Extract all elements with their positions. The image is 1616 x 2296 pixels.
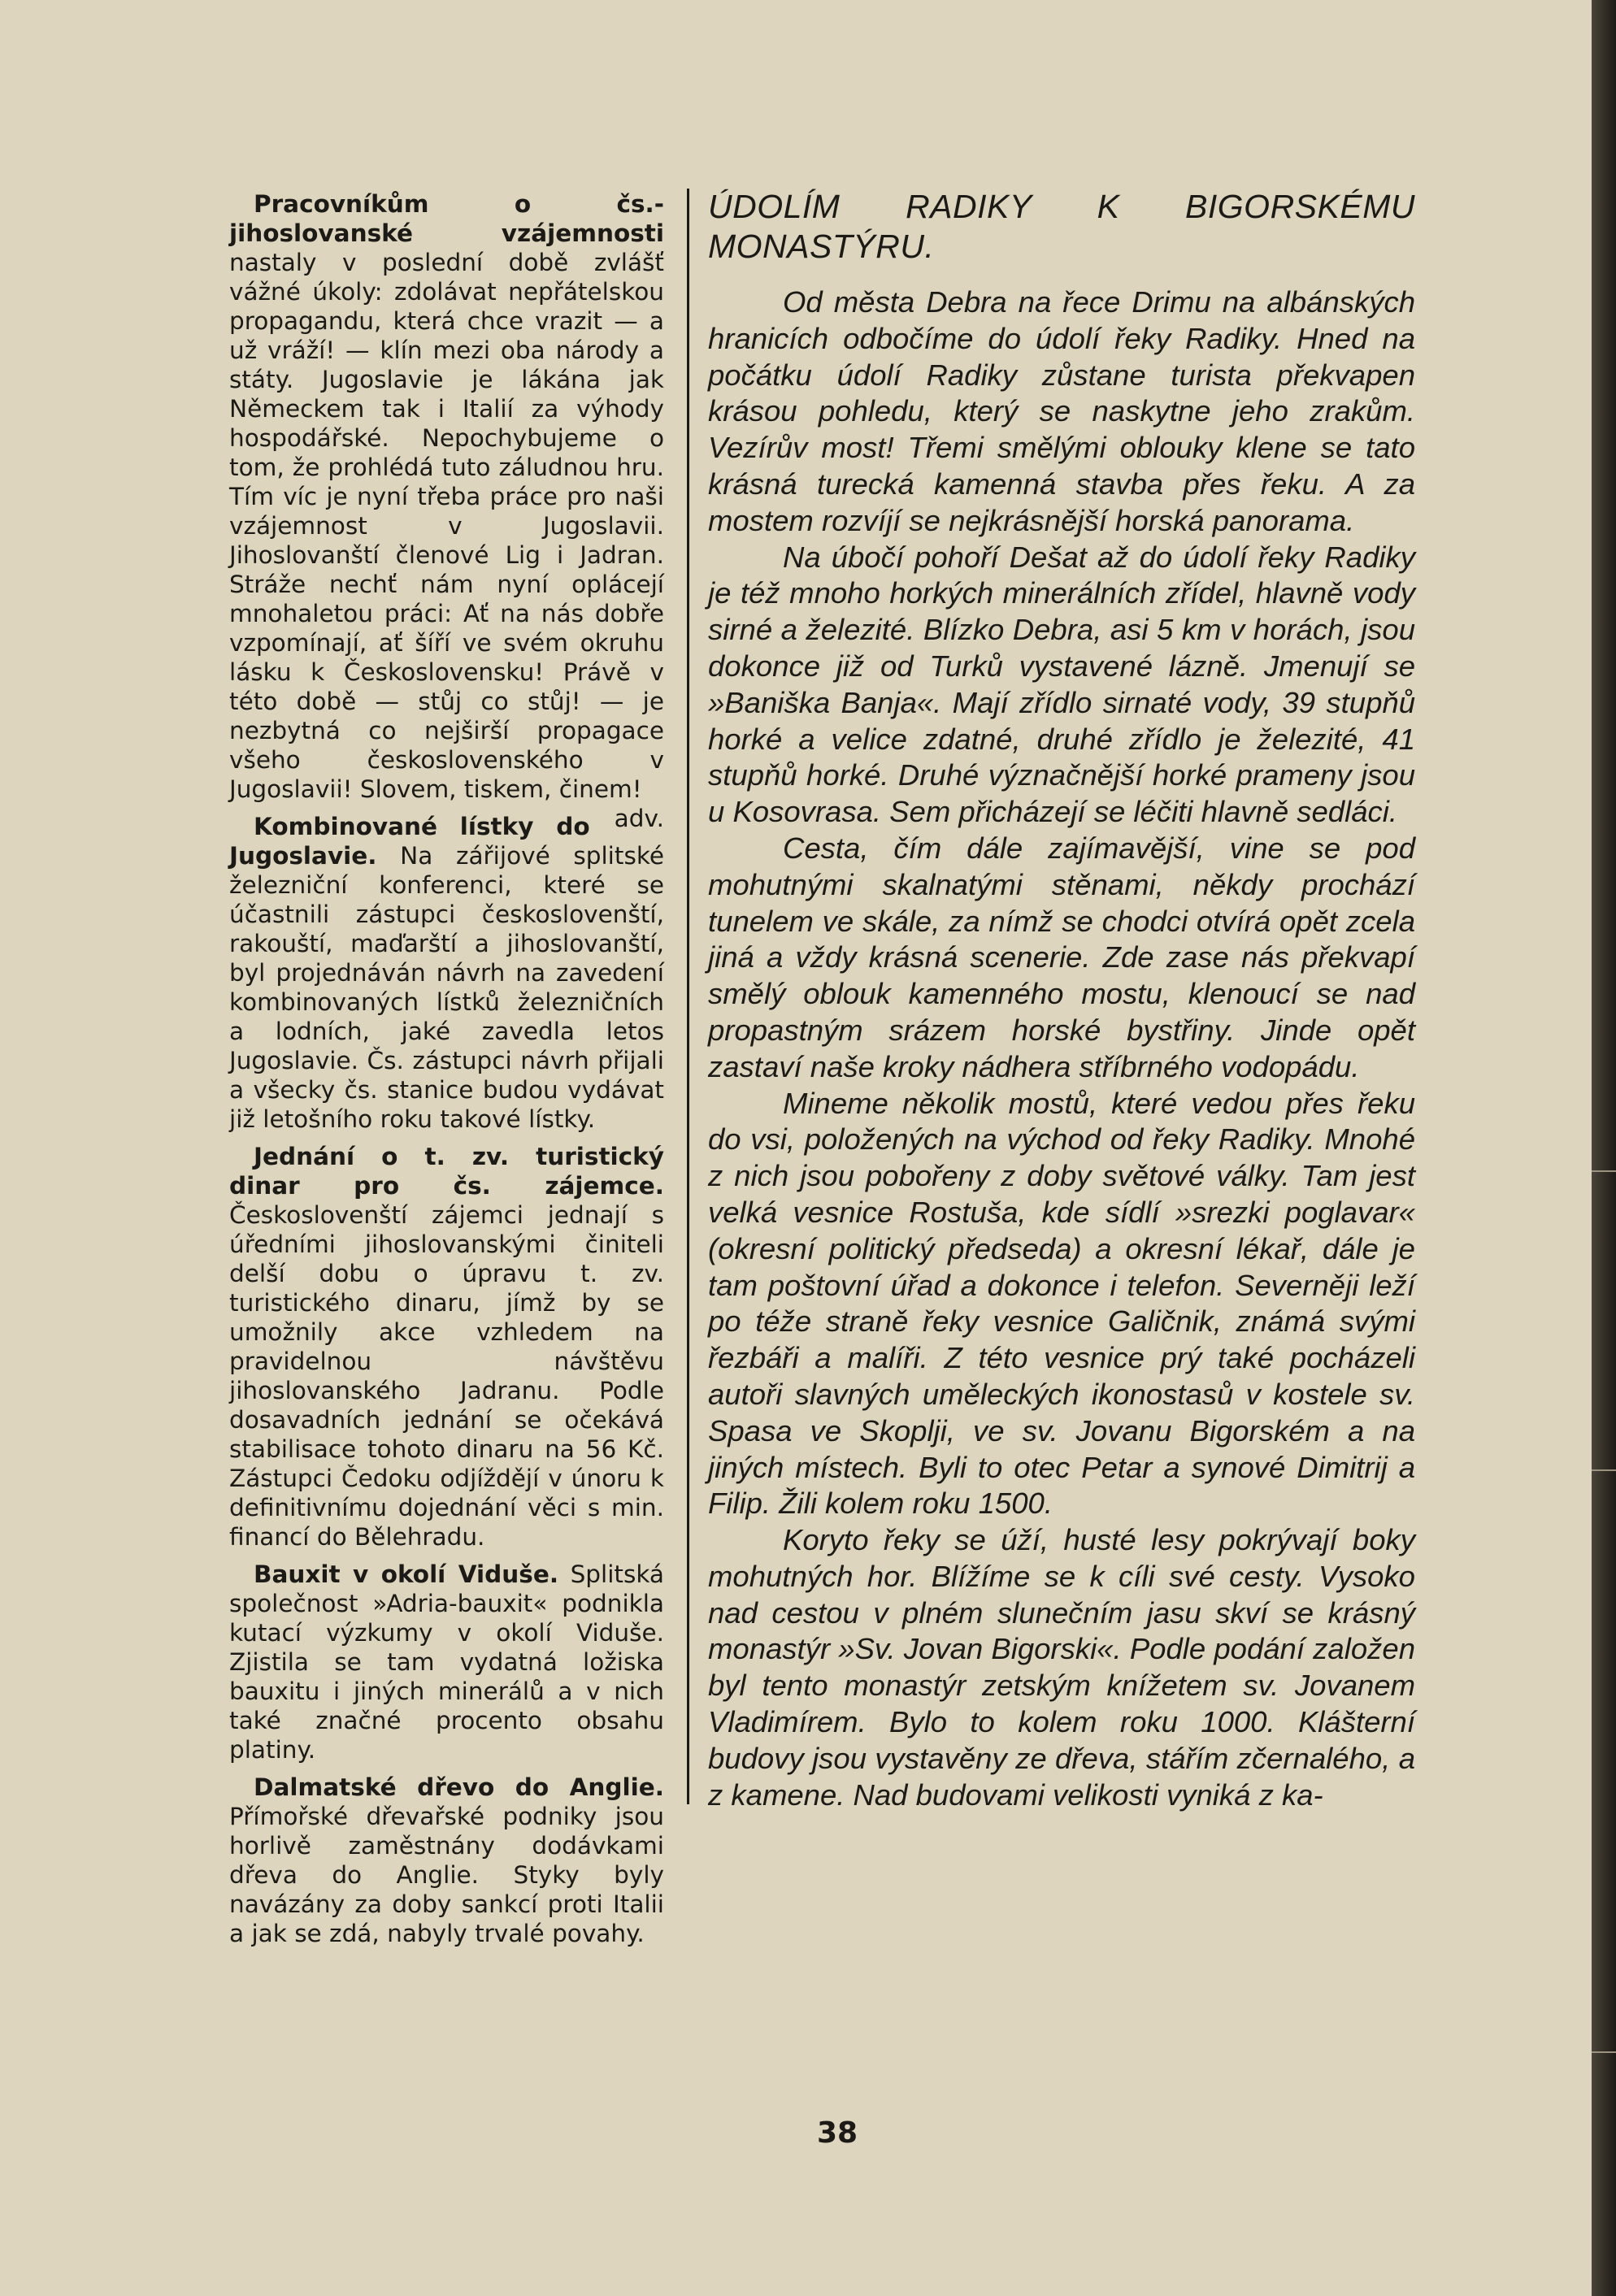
article-body: Splitská společnost »Adria-bauxit« podnikla kutací výzkumy v okolí Viduše. Zjistila se tam vydatná ložiska bauxitu i jiných minerálů a v nich také značné procento obsahu platiny. <box>229 1560 664 1764</box>
news-column <box>229 189 664 1956</box>
article-body: Českoslovenští zájemci jednají s úředními jihoslovanskými činiteli delší dobu o úpravu t. zv. turistického dinaru, jímž by se umožnily akce vzhledem na pravidelnou návštěvu jihoslovanského Jadranu. Podle dosavadních jednání se očekává stabilisace tohoto dinaru na 56 Kč. Zástupci Čedoku odjíždějí v únoru k definitivnímu dojednání věci s min. financí do Bělehradu. <box>229 1201 664 1551</box>
article-kombinovane-listky <box>229 812 664 1134</box>
article-dalmatske-drevo <box>229 1773 664 1948</box>
article-signature: adv. <box>614 805 664 832</box>
binding-mark <box>1592 1170 1616 1172</box>
page-number: 38 <box>816 2116 858 2150</box>
article-paragraph: Mineme několik mostů, které vedou přes řeku do vsi, položených na východ od řeky Radiky. Mnohé z nich jsou pobořeny z doby světové války. Tam jest velká vesnice Rostuša, kde sídlí »srezki poglavar« (okresní politický předseda) a okresní lékař, dále je tam poštovní úřad a dokonce i telefon. Severněji leží po téže straně řeky vesnice Galičnik, známá svými řezbáři a malíři. Z této vesnice prý také pocházeli autoři slavných uměleckých ikonostasů v kostele sv. Spasa ve Skoplji, ve sv. Jovanu Bigorském a na jiných místech. Byli to otec Petar a synové Dimitrij a Filip. Žili kolem roku 1500. <box>708 1086 1415 1521</box>
article-paragraph: Koryto řeky se úží, husté lesy pokrývají boky mohutných hor. Blížíme se k cíli své cesty. Vysoko nad cestou v plném slunečním jasu skví se krásný monastýr »Sv. Jovan Bigorski«. Podle podání založen byl tento monastýr zetským knížetem sv. Jovanem Vladimírem. Bylo to kolem roku 1000. Klášterní budovy jsou vystavěny ze dřeva, stářím zčernalého, a z kamene. Nad budovami velikosti vyniká z ka- <box>708 1523 1415 1812</box>
article-body: Na zářijové splitské železniční konferenci, které se účastnili zástupci českoslovenští, rakouští, maďarští a jihoslovanští, byl projednáván návrh na zavedení kombinovaných lístků železničních a lodních, jaké zavedla letos Jugoslavie. Čs. zástupci návrh přijali a všecky čs. stanice budou vydávat již letošního roku takové lístky. <box>229 842 664 1133</box>
article-heading: Dalmatské dřevo do Anglie. <box>254 1773 664 1801</box>
article-heading: Kombinované lístky do Jugoslavie. <box>229 813 590 870</box>
feature-article <box>708 187 1415 1813</box>
binding-mark <box>1592 1469 1616 1471</box>
book-binding-edge <box>1592 0 1616 2296</box>
article-bauxit <box>229 1560 664 1764</box>
article-vzajemnost <box>229 189 664 832</box>
article-heading: Pracovníkům o čs.-jihoslovanské vzájemnosti <box>229 190 664 247</box>
article-heading: Jednání o t. zv. turistický dinar pro čs. zájemce. <box>229 1143 664 1200</box>
article-title: ÚDOLÍM RADIKY K BIGORSKÉMU MONASTÝRU. <box>708 188 1415 265</box>
binding-mark <box>1592 2051 1616 2053</box>
article-body: nastaly v poslední době zvlášť vážné úkoly: zdolávat nepřátelskou propagandu, která chce vrazit — a už vráží! — klín mezi oba národy a státy. Jugoslavie je lákána jak Německem tak i Italií za výhody hospodářské. Nepochybujeme o tom, že prohlédá tuto záludnou hru. Tím víc je nyní třeba práce pro naši vzájemnost v Jugoslavii. Jihoslovanští členové Lig i Jadran. Stráže nechť nám nyní oplácejí mnohaletou práci: Ať na nás dobře vzpomínají, ať šíří ve svém okruhu lásku k Československu! Právě v této době — stůj co stůj! — je nezbytná co nejširší propagace všeho československého v Jugoslavii! Slovem, tiskem, činem! <box>229 249 664 803</box>
article-body: Přímořské dřevařské podniky jsou horlivě zaměstnány dodávkami dřeva do Anglie. Styky byly navázány za doby sankcí proti Italii a jak se zdá, nabyly trvalé povahy. <box>229 1803 664 1947</box>
column-divider <box>687 189 689 1804</box>
article-heading: Bauxit v okolí Viduše. <box>254 1560 559 1588</box>
article-paragraph: Od města Debra na řece Drimu na albánských hranicích odbočíme do údolí řeky Radiky. Hned na počátku údolí Radiky zůstane turista překvapen krásou pohledu, který se naskytne jeho zrakům. Vezírův most! Třemi smělými oblouky klene se tato krásná turecká kamenná stavba přes řeku. A za mostem rozvíjí se nejkrásnější horská panorama. <box>708 285 1415 537</box>
article-paragraph: Cesta, čím dále zajímavější, vine se pod mohutnými skalnatými stěnami, někdy prochází tunelem ve skále, za nímž se chodci otvírá opět zcela jiná a vždy krásná scenerie. Zde zase nás překvapí smělý oblouk kamenného mostu, klenoucí se nad propastným srázem horské bystřiny. Jinde opět zastaví naše kroky nádhera stříbrného vodopádu. <box>708 831 1415 1083</box>
article-paragraph: Na úbočí pohoří Dešat až do údolí řeky Radiky je též mnoho horkých minerálních zřídel, hlavně vody sirné a železité. Blízko Debra, asi 5 km v horách, jsou dokonce již od Turků vystavené lázně. Jmenují se »Baniška Banja«. Mají zřídlo sirnaté vody, 39 stupňů horké a velice zdatné, druhé zřídlo je železité, 41 stupňů horké. Druhé význačnější horké prameny jsou u Kosovrasa. Sem přicházejí se léčiti hlavně sedláci. <box>708 540 1415 829</box>
article-turisticky-dinar <box>229 1142 664 1552</box>
